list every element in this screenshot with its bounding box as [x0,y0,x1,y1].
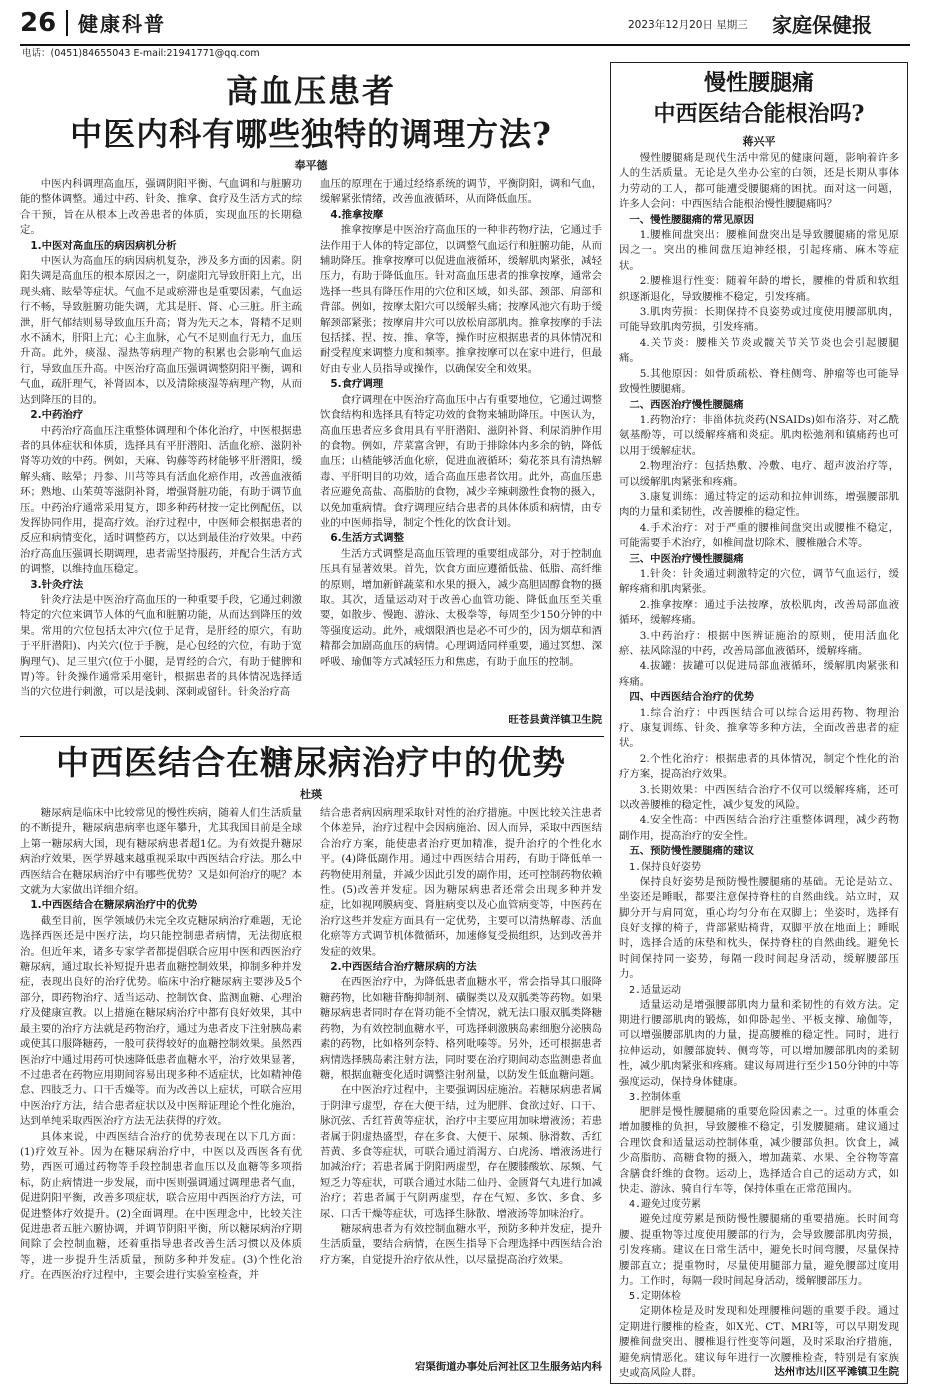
body-paragraph: 3.康复训练：通过特定的运动和拉伸训练，增强腰部肌肉的力量和柔韧性，改善腰椎的稳定性。 [619,490,899,519]
article-column-right [320,177,602,717]
article-title: 中西医结合在糖尿病治疗中的优势 [56,743,566,782]
article-column-left [20,177,302,732]
page-number: 26 [20,8,57,38]
body-paragraph: 糖尿病是临床中比较常见的慢性疾病，随着人们生活质量的不断提升，糖尿病患病率也逐年攀升，尤其我国目前是全球上第一糖尿病大国，现有糖尿病患者超1亿。为有效提升糖尿病治疗效果，医学界越来越重视采取中西医结合疗法。那么中西医结合在糖尿病治疗中有哪些优势？又是如何治疗的呢？本文就为大家做出详细介绍。 [20,807,302,897]
body-paragraph: 2.腰椎退行性变：随着年龄的增长，腰椎的骨质和软组织逐渐退化，导致腰椎不稳定，引发疼痛。 [619,275,899,303]
section-heading: 2.中西医结合治疗糖尿病的方法 [330,961,477,974]
body-paragraph: 1.综合治疗：中西医结合可以综合运用药物、物理治疗、康复训练、针灸、推拿等多种方法，全面改善患者的症状。 [619,706,899,750]
body-paragraph: 在西医治疗中，为降低患者血糖水平，常会指导其口服降糖药物，比如糖苷酶抑制剂、磺脲类以及双胍类等药物。如果糖尿病患者同时存在肾功能不全情况，就无法口服双胍类降糖药物，为有效控制血糖水平，可选择刺激胰岛素细胞分泌胰岛素的药物，比如格列奈特、格列吡嗪等。另外，还可根据患者病情选择胰岛素注射方法，同时要在治疗期间动态监测患者血糖，根据血糖变化适时调整注射剂量，以防发生低血糖问题。 [320,976,602,1081]
article-title-line1: 慢性腰腿痛 [703,70,814,96]
section-heading: 4.推拿按摩 [330,208,384,221]
body-paragraph: 推拿按摩是中医治疗高血压的一种非药物疗法，它通过手法作用于人体的特定部位，以调整气血运行和脏腑功能，从而辅助降压。推拿按摩可以促进血液循环，缓解肌肉紧张，减轻压力，有助于降低血压。针对高血压患者的推拿按摩，通常会选择一些具有降压作用的穴位和区域，如头部、颈部、肩部和背部。例如，按摩太阳穴可以缓解头痛；按摩风池穴有助于缓解颈部紧张；按摩肩井穴可以放松肩部肌肉。推拿按摩的手法包括揉、捏、按、推、拿等，操作时应根据患者的具体情况和耐受程度来调整力度和频率。推拿按摩可以在家中进行，但最好由专业人员指导或操作，以确保安全和效果。 [320,224,602,375]
body-paragraph: 5.其他原因：如骨质疏松、脊柱侧弯、肿瘤等也可能导致慢性腰腿痛。 [619,367,899,396]
body-paragraph: 针灸疗法是中医治疗高血压的一种重要手段，它通过刺激特定的穴位来调节人体的气血和脏腑功能，从而达到降压的效果。常用的穴位包括太冲穴(位于足背，是肝经的原穴，有助于平肝潜阳)、内关穴(位于手腕，是心包经的穴位，有助于宽胸理气)、足三里穴(位于小腿，是胃经的合穴，有助于健脾和胃)等。针灸操作通常采用毫针，根据患者的具体情况选择适当的穴位进行刺激，可以是浅刺、深刺或留针。针灸治疗高 [20,593,302,699]
paper-name: 家庭保健报 [772,13,872,37]
subsection-heading: 2.适量运动 [629,984,682,996]
body-paragraph: 生活方式调整是高血压管理的重要组成部分，对于控制血压具有显著效果。首先，饮食方面应遵循低盐、低脂、高纤维的原则，增加新鲜蔬菜和水果的摄入，减少高胆固醇食物的摄取。其次，适量运动对于改善心血管功能、降低血压至关重要，如散步、慢跑、游泳、太极拳等，每周至少150分钟的中等强度运动。此外，戒烟限酒也是必不可少的，因为烟草和酒精都会加剧高血压的病情。心理调适同样重要，通过冥想、深呼吸、瑜伽等方式减轻压力和焦虑，有助于血压的控制。 [320,547,602,668]
article-title-line2: 中西医结合能根治吗? [653,101,865,127]
section-heading: 一、慢性腰腿痛的常见原因 [629,213,755,226]
subsection-heading: 3.控制体重 [629,1091,682,1103]
body-paragraph: 3.长期效果：中西医结合治疗不仅可以缓解疼痛，还可以改善腰椎的稳定性，减少复发的风险。 [619,783,899,812]
header-divider [66,10,68,36]
body-paragraph: 4.手术治疗：对于严重的腰椎间盘突出或腰椎不稳定，可能需要手术治疗，如椎间盘切除术、腰椎融合术等。 [619,521,899,550]
body-paragraph: 血压的原理在于通过经络系统的调节，平衡阴阳，调和气血，缓解紧张情绪，改善血液循环，从而降低血压。 [320,178,602,206]
date-text: 2023年12月20日 [628,19,713,31]
section-heading: 6.生活方式调整 [330,532,404,545]
article-hypertension [20,62,602,732]
article-column-right [320,806,602,1358]
body-paragraph: 中医认为高血压的病因病机复杂，涉及多方面的因素。阴阳失调是高血压的根本原因之一，阴虚阳亢导致肝阳上亢，出现头痛、眩晕等症状。气血不足或瘀滞也是重要因素，气血运行不畅，导致脏腑功能失调，尤其是肝、肾、心三脏。肝主疏泄，肝气郁结则易导致血压升高；肾为先天之本，肾精不足则水不涵木，肝阳上亢；心主血脉，心气不足则血行无力，血压升高。此外，痰湿、湿热等病理产物的积累也会影响气血运行，导致血压升高。中医治疗高血压强调调整阴阳平衡，调和气血，疏肝理气，补肾固本，以及清除痰湿等病理产物，从而达到降压的目的。 [20,255,302,406]
article-signature: 达州市达川区平滩镇卫生院 [774,1366,899,1378]
body-paragraph: 在中医治疗过程中，主要强调因症施治。若糖尿病患者属于阴津亏虚型，存在大便干结，过为肥胖、食欲过好、口干、脉沉弦、舌红苔黄等症状，治疗中主要应用加味增液汤；若患者属于阴虚热盛型，存在多食、大便干、尿频、脉滑数、舌红苔黄、多食等症状，可联合通过消渴方、白虎汤、增液汤进行加减治疗；若患者属于阴阳两虚型，存在腰膝酸软、尿频、气短乏力等症状，可联合通过水陆二仙丹、金匮肾气丸进行加减治疗；若患者属于气阴两虚型，存在气短、多饮、多食、多尿、口舌干燥等症状，可选择生脉散、增液汤等加味治疗。 [320,1084,602,1220]
body-paragraph: 4.关节炎：腰椎关节炎或髋关节关节炎也会引起腰腿痛。 [619,336,899,365]
article-author: 杜瑛 [300,788,322,801]
section-heading: 1.中西医结合在糖尿病治疗中的优势 [30,899,198,912]
section-heading: 四、中西医结合治疗的优势 [629,691,755,704]
subsection-heading: 4.避免过度劳累 [629,1199,702,1211]
subsection-heading: 5.定期体检 [629,1291,682,1303]
section-heading: 5.食疗调理 [330,378,384,391]
article-signature: 宕渠街道办事处后河社区卫生服务站内科 [414,1361,602,1373]
body-paragraph: 4.安全性高：中西医结合治疗注重整体调理，减少药物副作用，提高治疗的安全性。 [619,814,899,842]
section-heading: 二、西医治疗慢性腰腿痛 [629,398,744,411]
body-paragraph: 结合患者病因病理采取针对性的治疗措施。中医比较关注患者个体差异，治疗过程中会因病施治、因人而异，采取中西医结合治疗方案，能使患者治疗更加精准，提升治疗的个性化水平。(4)降低副作用。通过中西医结合用药，有助于降低单一药物使用剂量，并减少因此引发的副作用，还可控制药物依赖性。(5)改善并发症。因为糖尿病患者还常会出现多种并发症，比如视网膜病变、肾脏病变以及心血管病变等，中医药在治疗这些并发症方面具有一定优势，主要可以清热解毒、活血化瘀等方式调节机体微循环，加速修复受损组织，达到改善并发症的效果。 [320,807,602,958]
section-heading: 三、中医治疗慢性腰腿痛 [629,552,744,565]
body-paragraph: 定期体检是及时发现和处理腰椎问题的重要手段。通过定期进行腰椎的检查，如X光、CT、MRI等，可以早期发现腰椎间盘突出、腰椎退行性变等问题，及时采取治疗措施，避免病情恶化。建议每年进行一次腰椎检查，特别是有家族史或高风险人群。 [619,1305,899,1380]
section-name: 健康科普 [78,12,166,36]
subsection-heading: 1.保持良好姿势 [629,861,702,873]
body-paragraph: 保持良好姿势是预防慢性腰腿痛的基础。无论是站立、坐姿还是睡眠，都要注意保持脊柱的自然曲线。站立时，双脚分开与肩同宽，重心均匀分布在双脚上；坐姿时，选择有良好支撑的椅子，背部紧贴椅背，双脚平放在地面上；睡眠时，选择合适的床垫和枕头，保持脊柱的自然曲线。避免长时间保持同一姿势，每隔一段时间起身活动，缓解腰部压力。 [619,875,899,981]
body-paragraph: 截至目前，医学领域仍未完全攻克糖尿病治疗难题，无论选择西医还是中医疗法，均只能控制患者病情，无法彻底根治。但近年来，诸多专家学者都提倡联合应用中医和西医治疗糖尿病，通过取长补短提升患者血糖控制效果，抑制多种并发症，表现出良好的治疗优势。临床中治疗糖尿病主要涉及5个部分，即药物治疗、适当运动、控制饮食、监测血糖、心理治疗及健康宣教。以上措施在糖尿病治疗中都有良好效果，其中最主要的治疗方法就是药物治疗，通过为患者皮下注射胰岛素或使其口服降糖药，一般可获得较好的血糖控制效果。虽然西医治疗中通过用药可快速降低患者血糖水平，治疗效果显著，不过患者在药物应用期间容易出现多种不适症状，比如精神倦怠、四肢乏力、口干舌燥等。而为改善以上症状，可联合应用中医治疗方法，结合患者症状以及中医辩证理论个性化施治，达到单纯采取西医治疗方法无法获得的疗效。 [20,914,302,1128]
section-heading: 五、预防慢性腰腿痛的建议 [629,845,755,858]
body-paragraph: 食疗调理在中医治疗高血压中占有重要地位，它通过调整饮食结构和选择具有特定功效的食物来辅助降压。中医认为，高血压患者应多食用具有平肝潜阳、滋阴补肾、利尿消肿作用的食物。例如，芹菜富含钾，有助于排除体内多余的钠，降低血压；山楂能够活血化瘀，促进血液循环；菊花茶具有清热解毒、平肝明目的功效，适合高血压患者饮用。此外，高血压患者应避免高盐、高脂肪的食物，减少辛辣刺激性食物的摄入，以免加重病情。食疗调理应结合患者的具体体质和病情，由专业的中医师指导，制定个性化的饮食计划。 [320,393,602,529]
body-paragraph: 糖尿病患者为有效控制血糖水平，预防多种并发症，提升生活质量，要结合病情，在医生指导下合理选择中西医结合治疗方案，自觉提升治疗依从性，以尽量提高治疗效果。 [320,1222,602,1266]
section-heading: 3.针灸疗法 [30,578,84,591]
body-paragraph: 1.腰椎间盘突出：腰椎间盘突出是导致腰腿痛的常见原因之一。突出的椎间盘压迫神经根，引起疼痛、麻木等症状。 [619,229,899,272]
body-paragraph: 4.拔罐：拔罐可以促进局部血液循环，缓解肌肉紧张和疼痛。 [619,660,899,688]
contact-line: 电话：(0451)84655043 E-mail:21941771@qq.com [22,48,260,59]
article-title-line1: 高血压患者 [225,72,396,110]
body-paragraph: 3.中药治疗：根据中医辨证施治的原则，使用活血化瘀、祛风除湿的中药，改善局部血液循环，缓解疼痛。 [619,629,899,657]
body-paragraph: 中医内科调理高血压，强调阴阳平衡、气血调和与脏腑功能的整体调整。通过中药、针灸、推拿、食疗及生活方式的综合干预，旨在从根本上改善患者的体质，实现血压的长期稳定。 [20,178,302,237]
page-header [20,8,910,42]
body-paragraph: 慢性腰腿痛是现代生活中常见的健康问题，影响着许多人的生活质量。无论是久坐办公室的白领，还是长期从事体力劳动的工人，都可能遭受腰腿痛的困扰。面对这一问题，许多人会问：中西医结合能根治慢性腰腿痛吗？ [619,152,899,211]
article-author: 奉平德 [294,159,328,172]
body-paragraph: 适量运动是增强腰部肌肉力量和柔韧性的有效方法。定期进行腰部肌肉的锻炼，如仰卧起坐、平板支撑、瑜伽等，可以增强腰部肌肉的力量，提高腰椎的稳定性。同时，进行拉伸运动，如腰部旋转、侧弯等，可以增加腰部肌肉的柔韧性，减少肌肉紧张和疼痛。建议每周进行至少150分钟的中等强度运动，保持身体健康。 [619,998,899,1088]
article-column-left [20,806,302,1382]
weekday-text: 星期三 [716,19,748,31]
body-paragraph: 1.药物治疗：非甾体抗炎药(NSAIDs)如布洛芬、对乙酰氨基酚等，可以缓解疼痛和炎症。肌肉松弛剂和镇痛药也可以用于缓解症状。 [619,413,899,457]
body-paragraph: 3.肌肉劳损：长期保持不良姿势或过度使用腰部肌肉，可能导致肌肉劳损，引发疼痛。 [619,306,899,334]
section-divider [20,736,604,737]
body-paragraph: 肥胖是慢性腰腿痛的重要危险因素之一。过重的体重会增加腰椎的负担，导致腰椎不稳定，引发腰腿痛。建议通过合理饮食和适量运动控制体重，减少腰部负担。饮食上，减少高脂肪、高糖食物的摄入，增加蔬菜、水果、全谷物等富含膳食纤维的食物。运动上，选择适合自己的运动方式，如快走、游泳、骑自行车等，保持体重在正常范围内。 [619,1105,899,1195]
header-rule [20,44,910,46]
article-signature: 旺苍县黄洋镇卫生院 [508,714,602,726]
body-paragraph: 1.针灸：针灸通过刺激特定的穴位，调节气血运行，缓解疼痛和肌肉紧张。 [619,567,899,596]
section-heading: 2.中药治疗 [30,409,84,422]
body-paragraph: 避免过度劳累是预防慢性腰腿痛的重要措施。长时间弯腰、提重物等过度使用腰部的行为，会导致腰部肌肉劳损，引发疼痛。建议在日常生活中，避免长时间弯腰，尽量保持腰部直立；提重物时，尽量使用腿部力量，避免腰部过度用力。工作时，每隔一段时间起身活动，缓解腰部压力。 [619,1213,899,1288]
article-back-leg-pain [610,62,908,1384]
section-heading: 1.中医对高血压的病因病机分析 [30,239,177,252]
body-paragraph: 具体来说，中西医结合治疗的优势表现在以下几方面：(1)疗效互补。因为在糖尿病治疗中，中医以及西医各有优势，西医可通过药物等手段控制患者血压以及血糖等多项指标，防止病情进一步发展，而中医则强调通过调理患者气血，促进阴阳平衡，改善多项症状，联合应用中西医治疗方法，可促进整体疗效提升。(2)全面调理。在中医理念中，比较关注促进患者五脏六腑协调，并调节阴阳平衡，所以糖尿病治疗期间除了会控制血糖，还着重指导患者改善生活习惯以及体质等，进一步提升生活质量，预防多种并发症。(3)个性化治疗。在西医治疗过程中，主要会进行实验室检查，并 [20,1130,302,1282]
body-paragraph: 中药治疗高血压注重整体调理和个体化治疗，中医根据患者的具体症状和体质，选择具有平肝潜阳、活血化瘀、滋阴补肾等功效的中药。例如，天麻、钩藤等药材能够平肝潜阳，缓解头痛、眩晕；丹参、川芎等具有活血化瘀作用，改善血液循环；熟地、山茱萸等滋阴补肾，增强肾脏功能，有助于调节血压。中药治疗通常采用复方，即多种药材按一定比例配伍，以发挥协同作用，提高疗效。治疗过程中，中医师会根据患者的反应和病情变化，适时调整药方，以达到最佳治疗效果。中药治疗高血压强调长期调理，患者需坚持服药，并配合生活方式的调整，以维持血压稳定。 [20,424,302,576]
body-paragraph: 2.物理治疗：包括热敷、冷敷、电疗、超声波治疗等，可以缓解肌肉紧张和疼痛。 [619,460,899,488]
body-paragraph: 2.推拿按摩：通过手法按摩，放松肌肉，改善局部血液循环，缓解疼痛。 [619,598,899,627]
issue-date [628,18,748,32]
article-author: 蒋兴平 [742,135,776,148]
article-diabetes [20,740,602,1380]
body-paragraph: 2.个性化治疗：根据患者的具体情况，制定个性化的治疗方案，提高治疗效果。 [619,752,899,781]
article-title-line2: 中医内科有哪些独特的调理方法? [70,115,552,153]
